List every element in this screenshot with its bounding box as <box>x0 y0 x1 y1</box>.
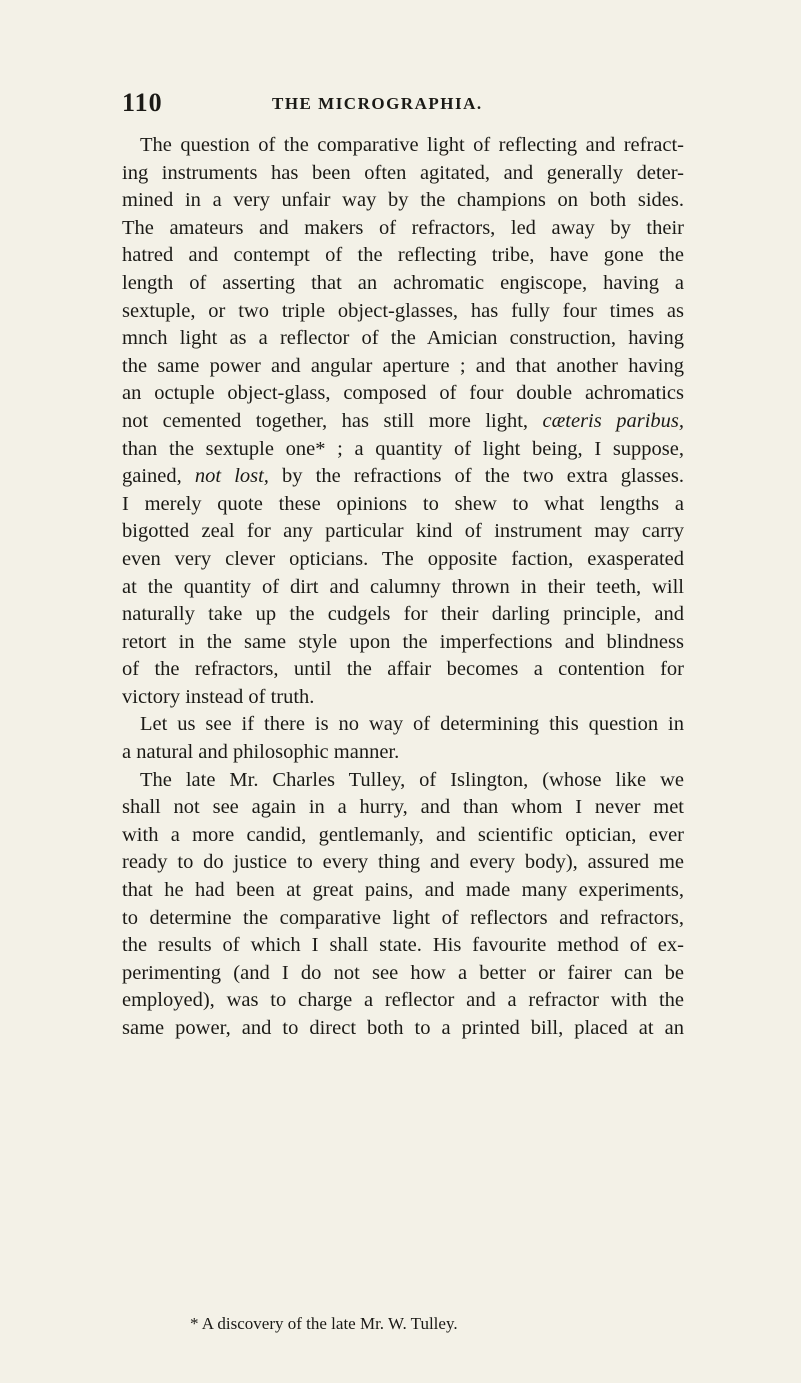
text-line: bigotted zeal for any particular kind of instrument may carry <box>122 520 684 543</box>
text-line-with-italic <box>122 463 684 491</box>
text-line: The late Mr. Charles Tulley, of Islington, (whose like we <box>140 768 684 791</box>
page-header <box>122 88 682 118</box>
text-line: shall not see again in a hurry, and than whom I never met <box>122 796 684 819</box>
text-line: hatred and contempt of the reflecting tribe, have gone the <box>122 244 684 267</box>
text-line: to determine the comparative light of reflectors and refractors, <box>122 906 684 929</box>
text-line: The question of the comparative light of reflecting and refract- <box>140 134 684 156</box>
text-line: sextuple, or two triple object-glasses, has fully four times as <box>122 299 684 322</box>
text-line: that he had been at great pains, and made many experiments, <box>122 879 684 902</box>
text-line: of the refractors, until the affair becomes a contention for <box>122 658 684 681</box>
text-segment: by the refractions of the two extra glasses. <box>282 465 685 488</box>
text-line: same power, and to direct both to a printed bill, placed at an <box>122 1017 684 1039</box>
text-line: retort in the same style upon the imperfections and blindness <box>122 630 684 653</box>
text-line: mined in a very unfair way by the champions on both sides. <box>122 189 684 212</box>
text-line: the same power and angular aperture ; and that another having <box>122 354 684 377</box>
text-line: a natural and philosophic manner. <box>122 741 400 764</box>
text-line: with a more candid, gentlemanly, and scientific optician, ever <box>122 823 684 846</box>
text-line: length of asserting that an achromatic engiscope, having a <box>122 271 684 294</box>
text-line: at the quantity of dirt and calumny thrown in their teeth, will <box>122 575 684 598</box>
text-line: I merely quote these opinions to shew to what lengths a <box>122 492 684 515</box>
text-line: perimenting (and I do not see how a better or fairer can be <box>122 961 684 984</box>
text-line: than the sextuple one* ; a quantity of light being, I suppose, <box>122 437 684 460</box>
text-segment: gained, <box>122 465 182 488</box>
text-line: victory instead of truth. <box>122 685 315 708</box>
text-line: naturally take up the cudgels for their darling principle, and <box>122 603 684 626</box>
text-line: an octuple object-glass, composed of four double achromatics <box>122 382 684 405</box>
page-number: 110 <box>122 88 163 117</box>
text-line: ready to do justice to every thing and every body), assured me <box>122 851 684 874</box>
text-line: the results of which I shall state. His favourite method of ex- <box>122 934 684 957</box>
text-line-with-italic <box>122 408 684 436</box>
footnote: * A discovery of the late Mr. W. Tulley. <box>190 1314 458 1333</box>
text-line: The amateurs and makers of refractors, led away by their <box>122 216 684 239</box>
running-head: THE MICROGRAPHIA. <box>272 94 483 113</box>
body-text <box>122 132 684 1043</box>
text-line: ing instruments has been often agitated, and generally deter- <box>122 161 684 184</box>
text-line: mnch light as a reflector of the Amician construction, having <box>122 327 684 350</box>
text-line: employed), was to charge a reflector and a refractor with the <box>122 989 684 1012</box>
text-segment: not cemented together, has still more light, <box>122 409 529 432</box>
italic-phrase: not lost, <box>194 465 269 488</box>
text-line: even very clever opticians. The opposite faction, exasperated <box>122 547 684 570</box>
text-line: Let us see if there is no way of determining this question in <box>140 713 684 736</box>
italic-phrase: cæteris paribus, <box>542 409 684 432</box>
